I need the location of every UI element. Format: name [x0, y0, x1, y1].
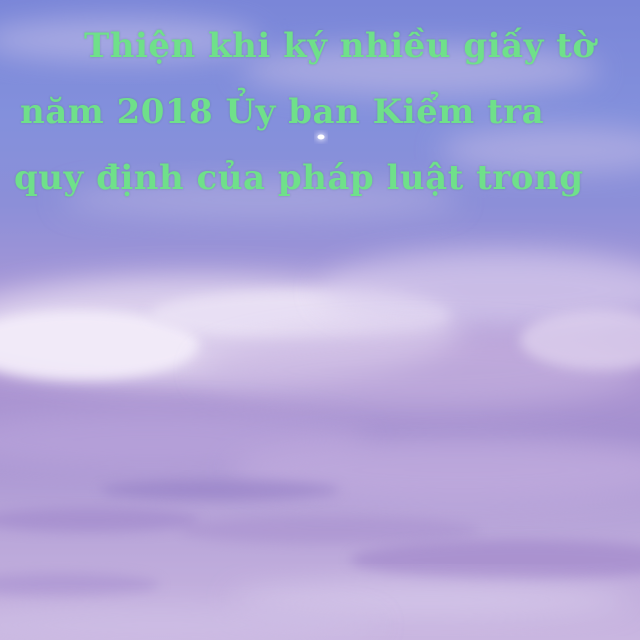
caption-line-3: quy định của pháp luật trong	[14, 158, 584, 198]
caption-line-2: năm 2018 Ủy ban Kiểm tra	[20, 92, 545, 132]
middle-cloud-band	[0, 250, 640, 410]
moon-icon	[316, 134, 326, 141]
caption-line-1: Thiện khi ký nhiều giấy tờ	[84, 26, 596, 66]
lower-clouds	[0, 410, 640, 640]
